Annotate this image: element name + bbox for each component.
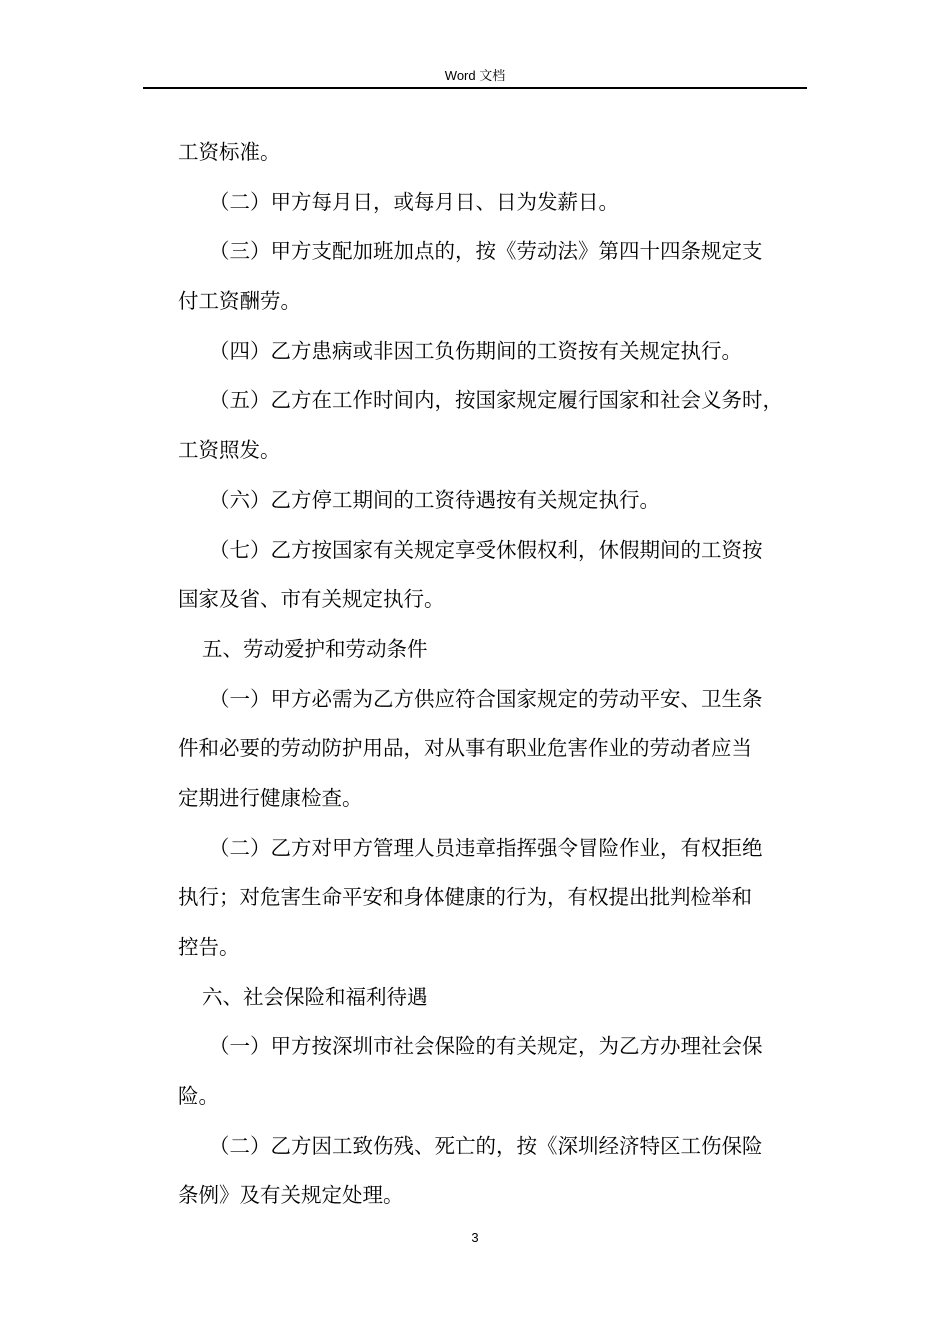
text-line: （一）甲方必需为乙方供应符合国家规定的劳动平安、卫生条 xyxy=(209,686,763,711)
text-line: 险。 xyxy=(178,1084,219,1109)
text-line: 执行；对危害生命平安和身体健康的行为，有权提出批判检举和 xyxy=(178,885,752,910)
text-line: 定期进行健康检查。 xyxy=(178,785,363,810)
text-line: 国家及省、市有关规定执行。 xyxy=(178,587,445,612)
text-line: （四）乙方患病或非因工负伤期间的工资按有关规定执行。 xyxy=(209,338,742,363)
document-body xyxy=(178,128,808,1221)
text-line: （七）乙方按国家有关规定享受休假权利，休假期间的工资按 xyxy=(209,537,763,562)
section-heading: 五、劳动爱护和劳动条件 xyxy=(202,636,428,661)
text-line: （三）甲方支配加班加点的，按《劳动法》第四十四条规定支 xyxy=(209,239,763,264)
text-line: （一）甲方按深圳市社会保险的有关规定，为乙方办理社会保 xyxy=(209,1034,763,1059)
text-line: 控告。 xyxy=(178,935,240,959)
text-line: （二）乙方因工致伤残、死亡的，按《深圳经济特区工伤保险 xyxy=(209,1133,763,1158)
text-line: 工资照发。 xyxy=(178,438,281,463)
text-line: 工资标准。 xyxy=(178,140,281,164)
page-number: 3 xyxy=(471,1230,479,1245)
header-divider xyxy=(143,87,807,89)
page-header-title: Word 文档 xyxy=(444,68,506,83)
text-line: （二）甲方每月日，或每月日、日为发薪日。 xyxy=(209,189,619,214)
text-line: 付工资酬劳。 xyxy=(178,289,301,314)
text-line: （五）乙方在工作时间内，按国家规定履行国家和社会义务时， xyxy=(209,388,783,413)
text-line: （六）乙方停工期间的工资待遇按有关规定执行。 xyxy=(209,487,660,512)
text-line: 条例》及有关规定处理。 xyxy=(178,1183,404,1208)
section-heading: 六、社会保险和福利待遇 xyxy=(202,984,428,1009)
text-line: （二）乙方对甲方管理人员违章指挥强令冒险作业，有权拒绝 xyxy=(209,835,763,860)
text-line: 件和必要的劳动防护用品，对从事有职业危害作业的劳动者应当 xyxy=(178,736,752,761)
